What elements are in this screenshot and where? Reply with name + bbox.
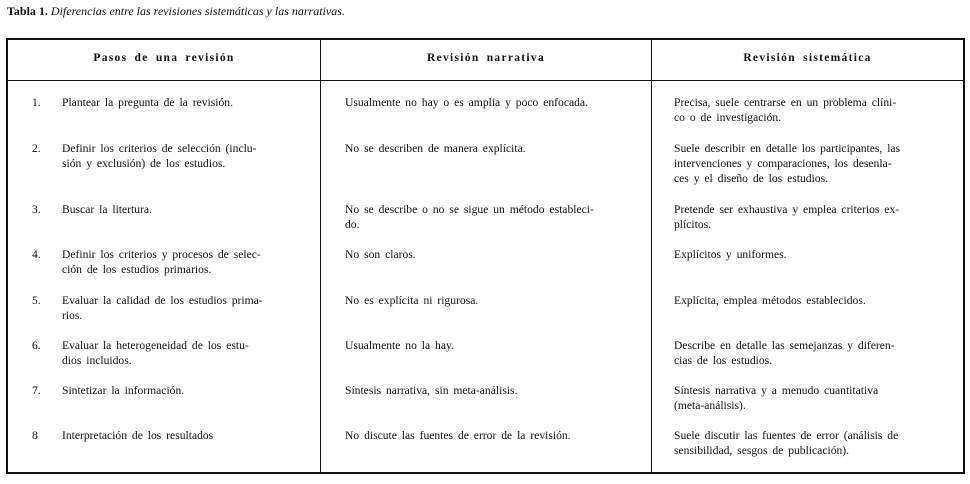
narrative-text: No se describe o no se sigue un método estableci- do. <box>345 203 594 231</box>
systematic-text: Pretende ser exhaustiva y emplea criterios ex- plícitos. <box>674 203 900 231</box>
caption-title: Diferencias entre las revisiones sistemáticas y las narrativas. <box>50 4 345 18</box>
systematic-text: Suele discutir las fuentes de error (análisis de sensibilidad, sesgos de publicación). <box>674 429 899 457</box>
caption-label: Tabla 1. <box>7 4 48 18</box>
step-number: 8 <box>32 429 38 442</box>
systematic-text: Precisa, suele centrarse en un problema clíni- co o de investigación. <box>674 96 897 124</box>
step-number: 5. <box>32 294 41 307</box>
systematic-text: Describe en detalle las semejanzas y diferen- cias de los estudios. <box>674 339 895 367</box>
systematic-text: Síntesis narrativa y a menudo cuantitativa (meta-análisis). <box>674 384 879 412</box>
step-number: 2. <box>32 142 41 155</box>
narrative-text: Síntesis narrativa, sin meta-análisis. <box>345 384 518 397</box>
step-text: Plantear la pregunta de la revisión. <box>62 96 233 109</box>
narrative-text: No se describen de manera explícita. <box>345 142 526 155</box>
systematic-text: Suele describir en detalle los participantes, las intervenciones y comparaciones, los desenla- ces y el diseño de los estudios. <box>674 142 901 185</box>
step-number: 6. <box>32 339 41 352</box>
step-text: Evaluar la calidad de los estudios prima- rios. <box>62 294 263 322</box>
narrative-text: No es explícita ni rigurosa. <box>345 294 479 307</box>
step-number: 1. <box>32 96 41 109</box>
header-systematic: Revisión sistemática <box>743 52 872 64</box>
comparison-table <box>6 38 965 474</box>
header-divider <box>8 80 963 81</box>
narrative-text: No son claros. <box>345 248 416 261</box>
systematic-text: Explícitos y uniformes. <box>674 248 787 261</box>
step-number: 3. <box>32 203 41 216</box>
narrative-text: No discute las fuentes de error de la revisión. <box>345 429 571 442</box>
column-divider <box>651 40 652 472</box>
narrative-text: Usualmente no la hay. <box>345 339 454 352</box>
step-text: Definir los criterios y procesos de selec- ción de los estudios primarios. <box>62 248 261 276</box>
step-text: Interpretación de los resultados <box>62 429 214 442</box>
step-text: Evaluar la heterogeneidad de los estu- dios incluidos. <box>62 339 249 367</box>
header-steps: Pasos de una revisión <box>93 52 235 64</box>
table-caption <box>7 4 345 19</box>
step-text: Sintetizar la información. <box>62 384 185 397</box>
step-text: Definir los criterios de selección (inclu- sión y exclusión) de los estudios. <box>62 142 257 170</box>
narrative-text: Usualmente no hay o es amplia y poco enfocada. <box>345 96 588 109</box>
step-text: Buscar la litertura. <box>62 203 152 216</box>
step-number: 4. <box>32 248 41 261</box>
header-narrative: Revisión narrativa <box>426 52 546 64</box>
step-number: 7. <box>32 384 41 397</box>
systematic-text: Explícita, emplea métodos establecidos. <box>674 294 866 307</box>
